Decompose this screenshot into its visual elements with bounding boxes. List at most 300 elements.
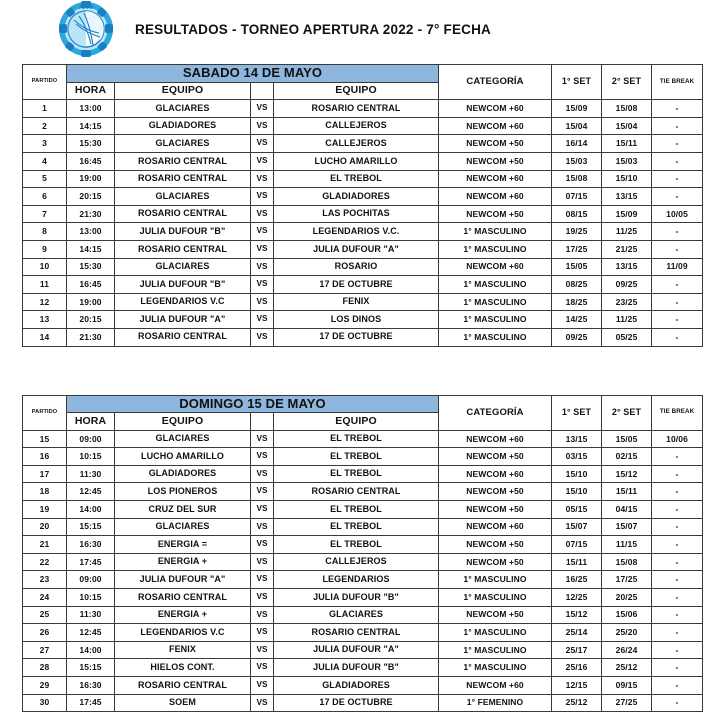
column-header-categoria: CATEGORÍA (439, 395, 552, 430)
tie-break-score: - (652, 536, 703, 554)
vs-label: VS (251, 258, 274, 276)
set2-score: 09/25 (602, 276, 652, 294)
match-category: NEWCOM +60 (439, 258, 552, 276)
vs-label: VS (251, 293, 274, 311)
vs-label: VS (251, 223, 274, 241)
column-header-categoria: CATEGORÍA (439, 65, 552, 100)
match-time: 16:45 (67, 152, 115, 170)
match-category: NEWCOM +50 (439, 205, 552, 223)
match-category: 1° MASCULINO (439, 624, 552, 642)
team-home: JULIA DUFOUR "A" (115, 571, 251, 589)
match-category: NEWCOM +50 (439, 152, 552, 170)
team-home: ENERGIA = (115, 536, 251, 554)
team-home: GLACIARES (115, 135, 251, 153)
team-home: GLADIADORES (115, 117, 251, 135)
tie-break-score: - (652, 465, 703, 483)
match-number: 13 (23, 311, 67, 329)
team-home: ROSARIO CENTRAL (115, 677, 251, 695)
match-category: 1° MASCULINO (439, 240, 552, 258)
table-row (23, 659, 703, 677)
vs-label: VS (251, 170, 274, 188)
day-banner-sunday: DOMINGO 15 DE MAYO (67, 395, 439, 413)
table-row (23, 311, 703, 329)
set2-score: 11/25 (602, 223, 652, 241)
set2-score: 02/15 (602, 448, 652, 466)
table-row (23, 188, 703, 206)
tie-break-score: - (652, 276, 703, 294)
set2-score: 17/25 (602, 571, 652, 589)
set1-score: 13/15 (552, 430, 602, 448)
vs-label: VS (251, 188, 274, 206)
column-header-partido: PARTIDO (23, 65, 67, 100)
team-home: GLADIADORES (115, 465, 251, 483)
match-category: NEWCOM +50 (439, 448, 552, 466)
match-time: 14:00 (67, 501, 115, 519)
match-category: NEWCOM +50 (439, 553, 552, 571)
set1-score: 25/14 (552, 624, 602, 642)
team-away: EL TREBOL (274, 518, 439, 536)
team-away: EL TREBOL (274, 465, 439, 483)
team-home: FENIX (115, 641, 251, 659)
vs-label: VS (251, 606, 274, 624)
match-number: 16 (23, 448, 67, 466)
match-number: 9 (23, 240, 67, 258)
vs-label: VS (251, 117, 274, 135)
set2-score: 15/11 (602, 135, 652, 153)
match-number: 15 (23, 430, 67, 448)
table-row (23, 152, 703, 170)
saturday-section (0, 64, 720, 347)
tie-break-score: - (652, 553, 703, 571)
column-header-hora: HORA (67, 413, 115, 431)
set2-score: 25/12 (602, 659, 652, 677)
set1-score: 15/10 (552, 483, 602, 501)
tie-break-score: - (652, 117, 703, 135)
team-away: FENIX (274, 293, 439, 311)
tie-break-score: - (652, 589, 703, 607)
match-time: 16:45 (67, 276, 115, 294)
team-home: LUCHO AMARILLO (115, 448, 251, 466)
vs-label: VS (251, 152, 274, 170)
vs-label: VS (251, 240, 274, 258)
match-time: 15:15 (67, 518, 115, 536)
set1-score: 19/25 (552, 223, 602, 241)
tie-break-score: - (652, 188, 703, 206)
vs-label: VS (251, 311, 274, 329)
table-row (23, 135, 703, 153)
tie-break-score: 11/09 (652, 258, 703, 276)
match-number: 28 (23, 659, 67, 677)
volleyball-club-logo-icon (55, 0, 117, 58)
match-time: 17:45 (67, 694, 115, 712)
team-away: LUCHO AMARILLO (274, 152, 439, 170)
column-header-set1: 1° SET (552, 395, 602, 430)
team-away: GLADIADORES (274, 677, 439, 695)
table-row (23, 328, 703, 346)
section-spacer (0, 347, 720, 395)
set2-score: 23/25 (602, 293, 652, 311)
match-time: 21:30 (67, 328, 115, 346)
set2-score: 26/24 (602, 641, 652, 659)
set2-score: 11/25 (602, 311, 652, 329)
table-row (23, 501, 703, 519)
match-time: 21:30 (67, 205, 115, 223)
table-row (23, 694, 703, 712)
set2-score: 15/04 (602, 117, 652, 135)
match-number: 4 (23, 152, 67, 170)
results-table-sunday (22, 395, 703, 713)
set1-score: 25/17 (552, 641, 602, 659)
match-number: 10 (23, 258, 67, 276)
svg-text:AJVM: AJVM (79, 5, 93, 11)
match-number: 25 (23, 606, 67, 624)
tie-break-score: - (652, 501, 703, 519)
set1-score: 16/14 (552, 135, 602, 153)
column-header-equipo-1: EQUIPO (115, 413, 251, 431)
tie-break-score: - (652, 659, 703, 677)
set1-score: 18/25 (552, 293, 602, 311)
set2-score: 21/25 (602, 240, 652, 258)
banner-row (23, 395, 703, 413)
set2-score: 20/25 (602, 589, 652, 607)
set1-score: 16/25 (552, 571, 602, 589)
vs-label: VS (251, 328, 274, 346)
table-row (23, 589, 703, 607)
team-away: ROSARIO CENTRAL (274, 100, 439, 118)
match-category: NEWCOM +60 (439, 518, 552, 536)
set1-score: 15/03 (552, 152, 602, 170)
match-number: 5 (23, 170, 67, 188)
match-time: 09:00 (67, 571, 115, 589)
team-away: JULIA DUFOUR "B" (274, 589, 439, 607)
team-away: CALLEJEROS (274, 135, 439, 153)
vs-label: VS (251, 483, 274, 501)
set2-score: 15/05 (602, 430, 652, 448)
table-row (23, 624, 703, 642)
column-header-partido: PARTIDO (23, 395, 67, 430)
vs-label: VS (251, 135, 274, 153)
match-time: 14:00 (67, 641, 115, 659)
tie-break-score: - (652, 100, 703, 118)
match-time: 19:00 (67, 293, 115, 311)
table-row (23, 258, 703, 276)
table-row (23, 641, 703, 659)
team-home: LEGENDARIOS V.C (115, 293, 251, 311)
team-away: 17 DE OCTUBRE (274, 276, 439, 294)
match-category: 1° MASCULINO (439, 641, 552, 659)
set1-score: 15/07 (552, 518, 602, 536)
team-away: ROSARIO (274, 258, 439, 276)
tie-break-score: - (652, 223, 703, 241)
column-header-set1: 1° SET (552, 65, 602, 100)
vs-label: VS (251, 589, 274, 607)
set1-score: 15/10 (552, 465, 602, 483)
table-row (23, 518, 703, 536)
match-category: NEWCOM +60 (439, 430, 552, 448)
vs-label: VS (251, 624, 274, 642)
team-home: ROSARIO CENTRAL (115, 328, 251, 346)
tie-break-score: - (652, 571, 703, 589)
match-category: 1° MASCULINO (439, 571, 552, 589)
match-number: 23 (23, 571, 67, 589)
tie-break-score: 10/06 (652, 430, 703, 448)
set1-score: 15/11 (552, 553, 602, 571)
match-number: 21 (23, 536, 67, 554)
day-banner-saturday: SABADO 14 DE MAYO (67, 65, 439, 83)
column-header-vs (251, 82, 274, 100)
set1-score: 08/15 (552, 205, 602, 223)
team-away: CALLEJEROS (274, 117, 439, 135)
tie-break-score: - (652, 328, 703, 346)
tie-break-score: - (652, 135, 703, 153)
match-time: 15:30 (67, 258, 115, 276)
team-home: GLACIARES (115, 258, 251, 276)
tie-break-score: - (652, 311, 703, 329)
table-row (23, 223, 703, 241)
team-away: GLACIARES (274, 606, 439, 624)
match-number: 12 (23, 293, 67, 311)
column-header-tie-break: TIE BREAK (652, 395, 703, 430)
team-home: JULIA DUFOUR "B" (115, 223, 251, 241)
team-away: EL TREBOL (274, 448, 439, 466)
match-category: NEWCOM +60 (439, 117, 552, 135)
column-header-hora: HORA (67, 82, 115, 100)
team-home: HIELOS CONT. (115, 659, 251, 677)
table-row (23, 553, 703, 571)
team-away: CALLEJEROS (274, 553, 439, 571)
set1-score: 15/08 (552, 170, 602, 188)
tie-break-score: - (652, 677, 703, 695)
match-number: 8 (23, 223, 67, 241)
set2-score: 15/09 (602, 205, 652, 223)
set2-score: 15/03 (602, 152, 652, 170)
match-category: NEWCOM +60 (439, 677, 552, 695)
table-row (23, 483, 703, 501)
page-title: RESULTADOS - TORNEO APERTURA 2022 - 7° FECHA (135, 21, 491, 37)
table-body-saturday (23, 100, 703, 346)
match-category: NEWCOM +60 (439, 465, 552, 483)
team-away: EL TREBOL (274, 501, 439, 519)
table-row (23, 430, 703, 448)
team-home: JULIA DUFOUR "B" (115, 276, 251, 294)
team-home: GLACIARES (115, 430, 251, 448)
set1-score: 15/05 (552, 258, 602, 276)
set2-score: 13/15 (602, 188, 652, 206)
match-time: 14:15 (67, 117, 115, 135)
team-home: ROSARIO CENTRAL (115, 170, 251, 188)
vs-label: VS (251, 553, 274, 571)
match-number: 22 (23, 553, 67, 571)
match-category: 1° MASCULINO (439, 311, 552, 329)
banner-row (23, 65, 703, 83)
tie-break-score: - (652, 518, 703, 536)
match-number: 29 (23, 677, 67, 695)
column-header-set2: 2° SET (602, 395, 652, 430)
match-time: 10:15 (67, 589, 115, 607)
match-number: 2 (23, 117, 67, 135)
match-number: 26 (23, 624, 67, 642)
match-category: NEWCOM +60 (439, 100, 552, 118)
vs-label: VS (251, 430, 274, 448)
team-home: JULIA DUFOUR "A" (115, 311, 251, 329)
table-row (23, 677, 703, 695)
team-home: ROSARIO CENTRAL (115, 240, 251, 258)
tie-break-score: - (652, 694, 703, 712)
team-away: 17 DE OCTUBRE (274, 694, 439, 712)
match-number: 6 (23, 188, 67, 206)
set2-score: 15/08 (602, 553, 652, 571)
set1-score: 09/25 (552, 328, 602, 346)
match-time: 09:00 (67, 430, 115, 448)
table-row (23, 465, 703, 483)
team-home: LEGENDARIOS V.C (115, 624, 251, 642)
vs-label: VS (251, 100, 274, 118)
team-away: ROSARIO CENTRAL (274, 624, 439, 642)
column-header-equipo-1: EQUIPO (115, 82, 251, 100)
table-row (23, 536, 703, 554)
set1-score: 17/25 (552, 240, 602, 258)
match-time: 19:00 (67, 170, 115, 188)
results-table-saturday (22, 64, 703, 347)
team-home: GLACIARES (115, 100, 251, 118)
vs-label: VS (251, 571, 274, 589)
table-row (23, 293, 703, 311)
set2-score: 15/11 (602, 483, 652, 501)
match-category: 1° MASCULINO (439, 328, 552, 346)
vs-label: VS (251, 276, 274, 294)
match-category: NEWCOM +50 (439, 135, 552, 153)
vs-label: VS (251, 677, 274, 695)
team-away: EL TREBOL (274, 170, 439, 188)
match-time: 13:00 (67, 100, 115, 118)
team-away: 17 DE OCTUBRE (274, 328, 439, 346)
set1-score: 03/15 (552, 448, 602, 466)
vs-label: VS (251, 641, 274, 659)
tie-break-score: - (652, 641, 703, 659)
column-header-set2: 2° SET (602, 65, 652, 100)
match-category: NEWCOM +50 (439, 501, 552, 519)
team-away: JULIA DUFOUR "A" (274, 240, 439, 258)
table-body-sunday (23, 430, 703, 712)
match-category: 1° MASCULINO (439, 589, 552, 607)
team-home: ENERGIA + (115, 606, 251, 624)
match-category: 1° MASCULINO (439, 659, 552, 677)
page-header (0, 0, 720, 58)
team-away: JULIA DUFOUR "A" (274, 641, 439, 659)
sunday-section (0, 395, 720, 713)
team-home: LOS PIONEROS (115, 483, 251, 501)
match-time: 13:00 (67, 223, 115, 241)
tie-break-score: - (652, 152, 703, 170)
match-time: 20:15 (67, 188, 115, 206)
set2-score: 25/20 (602, 624, 652, 642)
match-number: 19 (23, 501, 67, 519)
match-time: 14:15 (67, 240, 115, 258)
team-home: GLACIARES (115, 188, 251, 206)
tie-break-score: 10/05 (652, 205, 703, 223)
table-row (23, 117, 703, 135)
table-row (23, 205, 703, 223)
column-header-tie-break: TIE BREAK (652, 65, 703, 100)
team-home: CRUZ DEL SUR (115, 501, 251, 519)
set2-score: 05/25 (602, 328, 652, 346)
set2-score: 04/15 (602, 501, 652, 519)
team-home: ROSARIO CENTRAL (115, 205, 251, 223)
team-home: ENERGIA + (115, 553, 251, 571)
table-row (23, 240, 703, 258)
match-time: 20:15 (67, 311, 115, 329)
table-row (23, 448, 703, 466)
match-time: 17:45 (67, 553, 115, 571)
match-category: NEWCOM +50 (439, 606, 552, 624)
set1-score: 07/15 (552, 536, 602, 554)
match-number: 7 (23, 205, 67, 223)
set2-score: 27/25 (602, 694, 652, 712)
match-category: 1° FEMENINO (439, 694, 552, 712)
match-time: 12:45 (67, 483, 115, 501)
vs-label: VS (251, 694, 274, 712)
match-category: NEWCOM +60 (439, 188, 552, 206)
team-away: ROSARIO CENTRAL (274, 483, 439, 501)
team-away: LOS DINOS (274, 311, 439, 329)
set2-score: 09/15 (602, 677, 652, 695)
tie-break-score: - (652, 293, 703, 311)
tie-break-score: - (652, 483, 703, 501)
vs-label: VS (251, 205, 274, 223)
match-time: 16:30 (67, 677, 115, 695)
set2-score: 13/15 (602, 258, 652, 276)
set1-score: 08/25 (552, 276, 602, 294)
table-row (23, 606, 703, 624)
table-header-saturday (23, 65, 703, 100)
match-category: 1° MASCULINO (439, 293, 552, 311)
match-number: 18 (23, 483, 67, 501)
match-category: 1° MASCULINO (439, 276, 552, 294)
tie-break-score: - (652, 170, 703, 188)
set2-score: 15/06 (602, 606, 652, 624)
match-number: 17 (23, 465, 67, 483)
match-number: 30 (23, 694, 67, 712)
match-category: NEWCOM +50 (439, 536, 552, 554)
match-category: NEWCOM +50 (439, 483, 552, 501)
team-away: EL TREBOL (274, 430, 439, 448)
set1-score: 12/15 (552, 677, 602, 695)
vs-label: VS (251, 465, 274, 483)
match-time: 11:30 (67, 606, 115, 624)
set1-score: 07/15 (552, 188, 602, 206)
vs-label: VS (251, 518, 274, 536)
match-number: 14 (23, 328, 67, 346)
set2-score: 15/08 (602, 100, 652, 118)
match-category: 1° MASCULINO (439, 223, 552, 241)
table-row (23, 571, 703, 589)
match-time: 15:15 (67, 659, 115, 677)
column-header-equipo-2: EQUIPO (274, 82, 439, 100)
match-category: NEWCOM +60 (439, 170, 552, 188)
table-row (23, 170, 703, 188)
set1-score: 12/25 (552, 589, 602, 607)
match-number: 3 (23, 135, 67, 153)
team-away: LEGENDARIOS (274, 571, 439, 589)
set1-score: 15/09 (552, 100, 602, 118)
team-home: SOEM (115, 694, 251, 712)
table-row (23, 276, 703, 294)
match-number: 24 (23, 589, 67, 607)
match-time: 16:30 (67, 536, 115, 554)
vs-label: VS (251, 448, 274, 466)
set2-score: 15/07 (602, 518, 652, 536)
match-time: 10:15 (67, 448, 115, 466)
